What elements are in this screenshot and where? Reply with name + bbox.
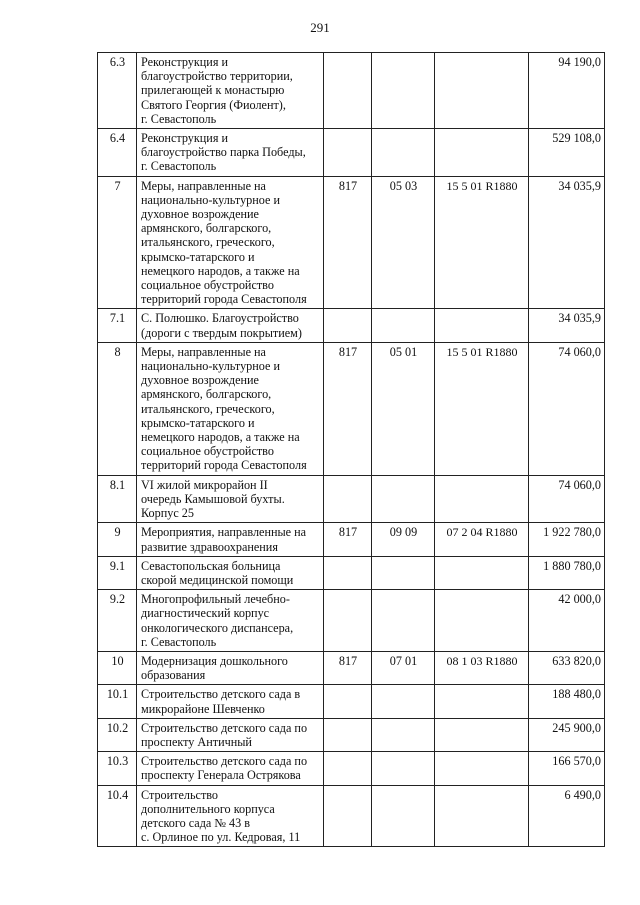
row-section-cell <box>372 590 435 652</box>
row-grbs-cell <box>324 685 372 718</box>
row-grbs-cell <box>324 752 372 785</box>
row-target-article-cell: 08 1 03 R1880 <box>435 651 529 684</box>
row-number-cell: 9.2 <box>98 590 137 652</box>
page-number: 291 <box>310 20 330 35</box>
row-target-article-cell <box>435 309 529 342</box>
row-name-cell <box>137 685 324 718</box>
row-section-cell <box>372 129 435 177</box>
row-number-cell: 7.1 <box>98 309 137 342</box>
row-grbs-cell: 817 <box>324 176 372 309</box>
row-name-cell <box>137 523 324 556</box>
row-name-line: немецкого народов, а также на <box>141 263 300 278</box>
row-grbs-cell <box>324 129 372 177</box>
row-amount-cell: 188 480,0 <box>529 685 605 718</box>
row-section-cell <box>372 475 435 523</box>
row-target-article-cell <box>435 718 529 751</box>
row-name-line: VI жилой микрорайон II <box>141 477 268 492</box>
row-name-line: Строительство детского сада по <box>141 720 308 735</box>
row-name-cell <box>137 651 324 684</box>
row-name-line: Строительство детского сада по <box>141 754 308 769</box>
row-number-cell: 8 <box>98 342 137 475</box>
row-target-article-cell <box>435 556 529 589</box>
row-section-cell <box>372 53 435 129</box>
row-number-cell: 10.2 <box>98 718 137 751</box>
row-name-line: Святого Георгия (Фиолент), <box>141 97 286 112</box>
row-target-article-cell <box>435 685 529 718</box>
row-name-line: Корпус 25 <box>141 506 194 521</box>
table-body <box>98 53 605 847</box>
row-section-cell: 05 01 <box>372 342 435 475</box>
table-row <box>98 785 605 847</box>
row-section-cell <box>372 309 435 342</box>
row-name-line: духовное возрождение <box>141 373 259 388</box>
row-number-cell: 10 <box>98 651 137 684</box>
row-name-line: итальянского, греческого, <box>141 401 275 416</box>
row-grbs-cell <box>324 309 372 342</box>
row-amount-cell: 74 060,0 <box>529 475 605 523</box>
row-name-cell <box>137 53 324 129</box>
row-name-line: социальное обустройство <box>141 278 274 293</box>
row-name-line: Модернизация дошкольного <box>141 653 288 668</box>
row-number-cell: 6.4 <box>98 129 137 177</box>
budget-table <box>97 52 605 847</box>
row-amount-cell: 34 035,9 <box>529 309 605 342</box>
table-row <box>98 718 605 751</box>
row-target-article-cell <box>435 475 529 523</box>
table-row <box>98 475 605 523</box>
table-row <box>98 651 605 684</box>
row-name-line: крымско-татарского и <box>141 249 255 264</box>
row-grbs-cell <box>324 718 372 751</box>
row-name-cell <box>137 129 324 177</box>
row-amount-cell: 74 060,0 <box>529 342 605 475</box>
row-grbs-cell: 817 <box>324 651 372 684</box>
row-grbs-cell: 817 <box>324 523 372 556</box>
row-target-article-cell <box>435 129 529 177</box>
row-amount-cell: 94 190,0 <box>529 53 605 129</box>
row-section-cell <box>372 718 435 751</box>
row-section-cell: 09 09 <box>372 523 435 556</box>
row-target-article-cell <box>435 785 529 847</box>
row-grbs-cell <box>324 785 372 847</box>
row-name-line: Севастопольская больница <box>141 558 281 573</box>
row-section-cell <box>372 752 435 785</box>
row-name-line: г. Севастополь <box>141 111 217 126</box>
row-amount-cell: 34 035,9 <box>529 176 605 309</box>
row-name-line: г. Севастополь <box>141 634 217 649</box>
row-name-cell <box>137 475 324 523</box>
row-amount-cell: 245 900,0 <box>529 718 605 751</box>
row-name-line: Реконструкция и <box>141 131 228 146</box>
row-grbs-cell <box>324 556 372 589</box>
table-row <box>98 309 605 342</box>
row-target-article-cell <box>435 53 529 129</box>
row-grbs-cell <box>324 590 372 652</box>
row-name-line: немецкого народов, а также на <box>141 430 300 445</box>
row-name-line: образования <box>141 668 206 683</box>
row-name-line: национально-культурное и <box>141 359 281 374</box>
row-amount-cell: 42 000,0 <box>529 590 605 652</box>
row-name-line: национально-культурное и <box>141 192 281 207</box>
row-name-line: диагностический корпус <box>141 606 270 621</box>
row-name-line: территорий города Севастополя <box>141 292 307 307</box>
row-grbs-cell <box>324 475 372 523</box>
row-name-line: благоустройство парка Победы, <box>141 145 306 160</box>
row-name-line: Строительство детского сада в <box>141 687 301 702</box>
table-row <box>98 176 605 309</box>
row-section-cell: 05 03 <box>372 176 435 309</box>
row-name-cell <box>137 590 324 652</box>
table-row <box>98 685 605 718</box>
row-name-line: крымско-татарского и <box>141 415 255 430</box>
table-row <box>98 342 605 475</box>
table-row <box>98 752 605 785</box>
table-row <box>98 556 605 589</box>
row-name-line: Меры, направленные на <box>141 344 266 359</box>
row-name-line: армянского, болгарского, <box>141 221 272 236</box>
row-name-line: Многопрофильный лечебно- <box>141 592 290 607</box>
row-grbs-cell: 817 <box>324 342 372 475</box>
row-name-line: с. Орлиное по ул. Кедровая, 11 <box>141 830 301 845</box>
row-number-cell: 9.1 <box>98 556 137 589</box>
row-amount-cell: 166 570,0 <box>529 752 605 785</box>
row-section-cell <box>372 785 435 847</box>
table-row <box>98 590 605 652</box>
row-target-article-cell: 07 2 04 R1880 <box>435 523 529 556</box>
row-section-cell <box>372 556 435 589</box>
row-name-line: проспекту Античный <box>141 734 252 749</box>
row-name-cell <box>137 752 324 785</box>
row-number-cell: 8.1 <box>98 475 137 523</box>
row-amount-cell: 1 880 780,0 <box>529 556 605 589</box>
row-number-cell: 7 <box>98 176 137 309</box>
table-row <box>98 129 605 177</box>
row-name-line: итальянского, греческого, <box>141 235 275 250</box>
row-name-line: прилегающей к монастырю <box>141 83 285 98</box>
row-name-line: социальное обустройство <box>141 444 274 459</box>
row-number-cell: 6.3 <box>98 53 137 129</box>
row-name-line: скорой медицинской помощи <box>141 572 294 587</box>
row-name-line: дополнительного корпуса <box>141 801 275 816</box>
row-target-article-cell: 15 5 01 R1880 <box>435 342 529 475</box>
row-target-article-cell: 15 5 01 R1880 <box>435 176 529 309</box>
row-name-line: (дороги с твердым покрытием) <box>141 325 302 340</box>
row-name-line: детского сада № 43 в <box>141 815 251 830</box>
row-name-line: проспекту Генерала Острякова <box>141 768 301 783</box>
row-name-line: С. Полюшко. Благоустройство <box>141 311 299 326</box>
row-name-line: благоустройство территории, <box>141 69 293 84</box>
row-amount-cell: 6 490,0 <box>529 785 605 847</box>
row-name-line: онкологического диспансера, <box>141 620 294 635</box>
row-name-line: развитие здравоохранения <box>141 539 278 554</box>
row-name-cell <box>137 342 324 475</box>
table-row <box>98 523 605 556</box>
row-number-cell: 9 <box>98 523 137 556</box>
row-section-cell <box>372 685 435 718</box>
row-name-cell <box>137 718 324 751</box>
row-amount-cell: 1 922 780,0 <box>529 523 605 556</box>
row-grbs-cell <box>324 53 372 129</box>
row-amount-cell: 529 108,0 <box>529 129 605 177</box>
row-name-line: очередь Камышовой бухты. <box>141 491 285 506</box>
row-name-cell <box>137 556 324 589</box>
row-name-line: микрорайоне Шевченко <box>141 701 265 716</box>
row-name-line: Мероприятия, направленные на <box>141 525 307 540</box>
row-name-line: территорий города Севастополя <box>141 458 307 473</box>
row-name-line: Строительство <box>141 787 219 802</box>
row-section-cell: 07 01 <box>372 651 435 684</box>
row-name-line: Меры, направленные на <box>141 178 266 193</box>
row-name-line: г. Севастополь <box>141 159 217 174</box>
row-name-cell <box>137 309 324 342</box>
row-name-line: армянского, болгарского, <box>141 387 272 402</box>
row-name-cell <box>137 176 324 309</box>
row-amount-cell: 633 820,0 <box>529 651 605 684</box>
row-name-line: духовное возрождение <box>141 207 259 222</box>
row-target-article-cell <box>435 752 529 785</box>
row-name-line: Реконструкция и <box>141 55 228 69</box>
row-number-cell: 10.3 <box>98 752 137 785</box>
row-target-article-cell <box>435 590 529 652</box>
row-name-cell <box>137 785 324 847</box>
row-number-cell: 10.1 <box>98 685 137 718</box>
row-number-cell: 10.4 <box>98 785 137 847</box>
table-row <box>98 53 605 129</box>
